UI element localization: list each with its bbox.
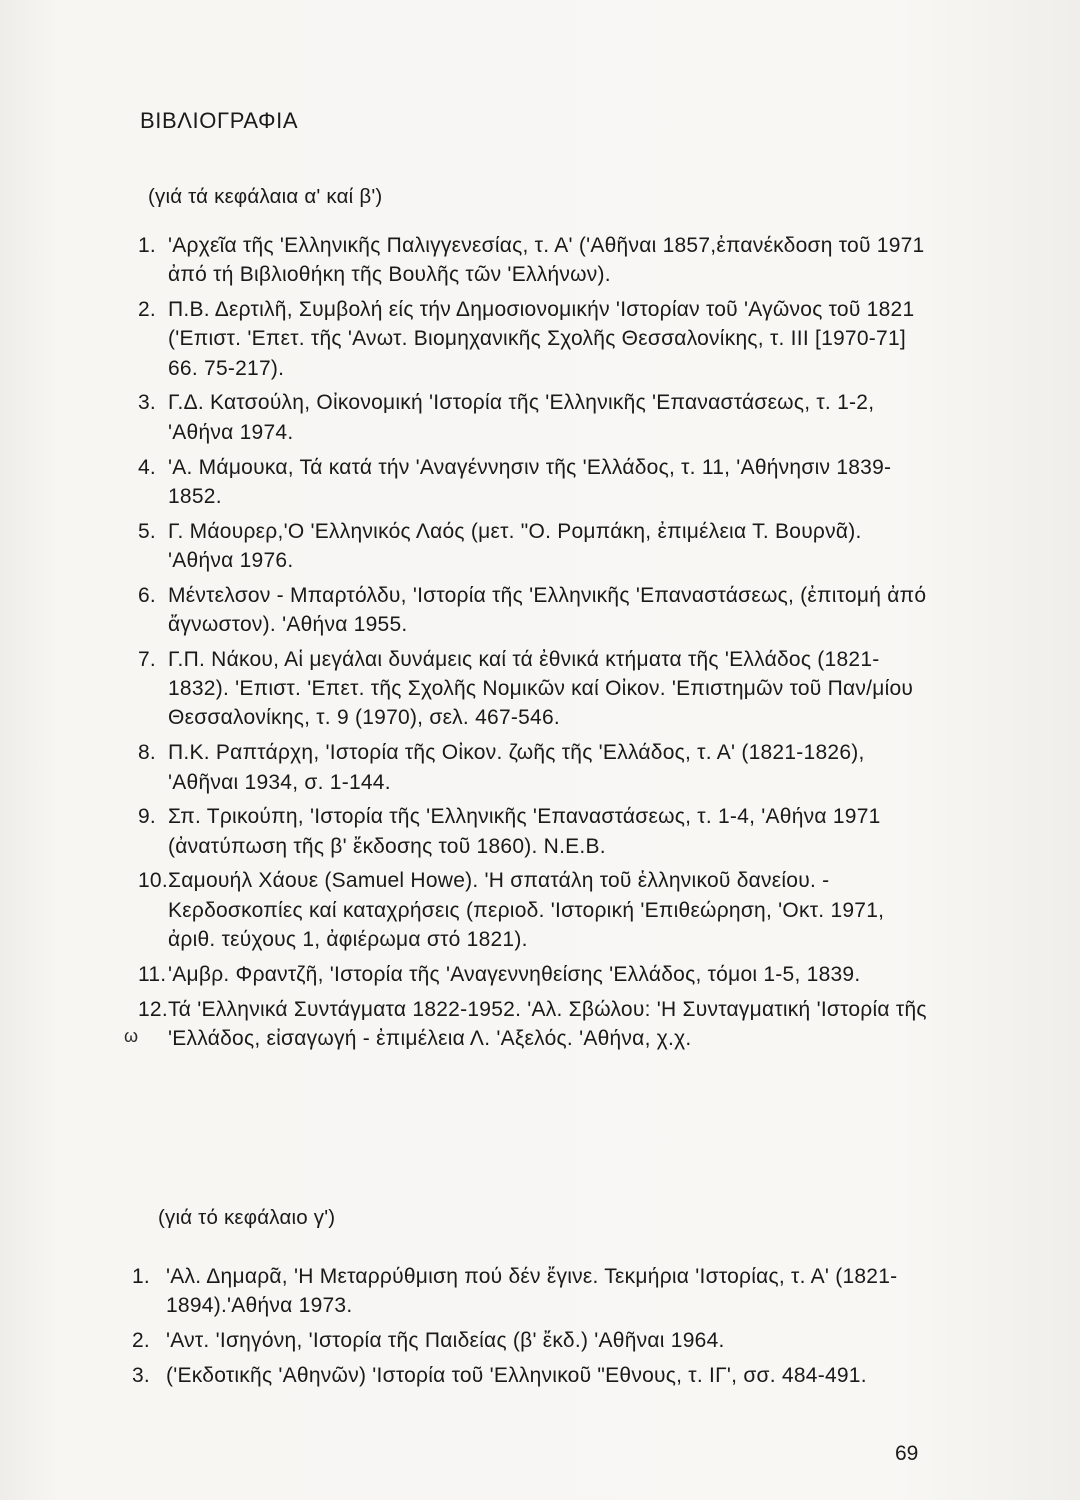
page-heading: ΒΙΒΛΙΟΓΡΑΦΙΑ — [140, 108, 299, 133]
entry-number: 8. — [138, 741, 157, 765]
bibliography-list-1 — [138, 231, 928, 1059]
entry-text: Τά 'Ελληνικά Συντάγματα 1822-1952. 'Αλ. Σβώλου: 'Η Συνταγματική 'Ιστορία τῆς 'Ελλάδος, εἰσαγωγή - ἐπιμέλεια Λ. 'Αξελός. 'Αθήνα, χ.χ. — [168, 997, 927, 1050]
bibliography-entry — [132, 1326, 932, 1355]
bibliography-entry — [138, 738, 928, 797]
bibliography-entry — [138, 517, 928, 576]
entry-number: 3. — [132, 1363, 151, 1387]
entry-text: 'Αντ. 'Ισηγόνη, 'Ιστορία τῆς Παιδείας (β' ἔκδ.) 'Αθῆναι 1964. — [166, 1329, 725, 1353]
entry-text: 'Αμβρ. Φραντζῆ, 'Ιστορία τῆς 'Αναγεννηθείσης 'Ελλάδος, τόμοι 1-5, 1839. — [168, 962, 861, 986]
handwritten-margin-mark: ω — [124, 1026, 139, 1046]
entry-text: 'Α. Μάμουκα, Τά κατά τήν 'Αναγέννησιν τῆς 'Ελλάδος, τ. 11, 'Αθήνησιν 1839-1852. — [168, 455, 892, 508]
entry-number: 3. — [138, 391, 157, 415]
entry-text: Γ. Μάουρερ,'Ο 'Ελληνικός Λαός (μετ. "Ο. Ρομπάκη, ἐπιμέλεια Τ. Βουρνᾶ). 'Αθήνα 1976. — [168, 519, 862, 572]
entry-number: 5. — [138, 519, 157, 543]
entry-text: Μέντελσον - Μπαρτόλδυ, 'Ιστορία τῆς 'Ελληνικῆς 'Επαναστάσεως, (ἐπιτομή ἀπό ἄγνωστον). 'Αθήνα 1955. — [168, 583, 927, 637]
bibliography-entry — [138, 995, 928, 1054]
section-1-title: (γιά τά κεφάλαια α' καί β') — [148, 185, 383, 208]
entry-number: 1. — [138, 234, 157, 257]
entry-text: 'Αρχεῖα τῆς 'Ελληνικῆς Παλιγγενεσίας, τ. Α' ('Αθῆναι 1857,ἐπανέκδοση τοῦ 1971 ἀπό τή Βιβλιοθήκη τῆς Βουλῆς τῶν 'Ελλήνων). — [168, 234, 925, 287]
entry-text: Π.Β. Δερτιλῆ, Συμβολή είς τήν Δημοσιονομικήν 'Ιστορίαν τοῦ 'Αγῶνος τοῦ 1821 ('Επιστ. 'Επετ. τῆς 'Ανωτ. Βιομηχανικῆς Σχολῆς Θεσσαλονίκης, τ. ΙΙΙ [1970-71] 66. 75-217). — [168, 298, 915, 380]
entry-text: Σπ. Τρικούπη, 'Ιστορία τῆς 'Ελληνικῆς 'Επαναστάσεως, τ. 1-4, 'Αθήνα 1971 (ἀνατύπωση τῆς β' ἔκδοσης τοῦ 1860). Ν.Ε.Β. — [168, 805, 881, 858]
bibliography-entry — [138, 581, 928, 640]
entry-number: 6. — [138, 583, 157, 607]
bibliography-entry — [138, 453, 928, 512]
entry-number: 12. — [138, 997, 168, 1021]
bibliography-entry — [132, 1361, 932, 1390]
bibliography-entry — [138, 388, 928, 447]
bibliography-entry — [138, 231, 928, 290]
bibliography-list-2 — [132, 1262, 932, 1396]
entry-number: 11. — [138, 962, 167, 986]
entry-text: Γ.Δ. Κατσούλη, Οἰκονομική 'Ιστορία τῆς 'Ελληνικῆς 'Επαναστάσεως, τ. 1-2, 'Αθήνα 1974. — [168, 391, 875, 444]
entry-number: 2. — [132, 1329, 151, 1353]
bibliography-entry — [138, 295, 928, 383]
entry-text: 'Αλ. Δημαρᾶ, 'Η Μεταρρύθμιση πού δέν ἔγινε. Τεκμήρια 'Ιστορίας, τ. Α' (1821-1894).'Αθήνα 1973. — [166, 1265, 898, 1318]
entry-number: 2. — [138, 298, 157, 322]
bibliography-entry — [138, 802, 928, 861]
bibliography-entry — [132, 1262, 932, 1321]
section-2-title: (γιά τό κεφάλαιο γ') — [158, 1206, 336, 1229]
entry-text: Γ.Π. Νάκου, Αἱ μεγάλαι δυνάμεις καί τά ἐθνικά κτήματα τῆς 'Ελλάδος (1821-1832). 'Επιστ. 'Επετ. τῆς Σχολῆς Νομικῶν καί Οἰκον. 'Επιστημῶν τοῦ Παν/μίου Θεσσαλονίκης, τ. 9 (1970), σελ. 467-546. — [168, 647, 914, 730]
entry-text: Σαμουήλ Χάουε (Samuel Howe). 'Η σπατάλη τοῦ ἑλληνικοῦ δανείου. - Κερδοσκοπίες καί καταχρήσεις (περιοδ. 'Ιστορική 'Επιθεώρηση, 'Οκτ. 1971, ἀριθ. τεύχους 1, ἀφιέρωμα στό 1821). — [168, 869, 885, 952]
bibliography-entry — [138, 645, 928, 733]
bibliography-entry — [138, 866, 928, 954]
entry-number: 7. — [138, 647, 157, 671]
entry-text: Π.Κ. Ραπτάρχη, 'Ιστορία τῆς Οἰκον. ζωῆς τῆς 'Ελλάδος, τ. Α' (1821-1826), 'Αθῆναι 1934, σ. 1-144. — [168, 741, 865, 794]
entry-number: 10. — [138, 869, 168, 893]
entry-number: 4. — [138, 455, 157, 479]
page-number: 69 — [895, 1442, 919, 1465]
bibliography-entry — [138, 960, 928, 989]
entry-text: ('Εκδοτικῆς 'Αθηνῶν) 'Ιστορία τοῦ 'Ελληνικοῦ "Εθνους, τ. ΙΓ', σσ. 484-491. — [166, 1363, 867, 1387]
entry-number: 9. — [138, 805, 157, 829]
entry-number: 1. — [132, 1265, 151, 1288]
